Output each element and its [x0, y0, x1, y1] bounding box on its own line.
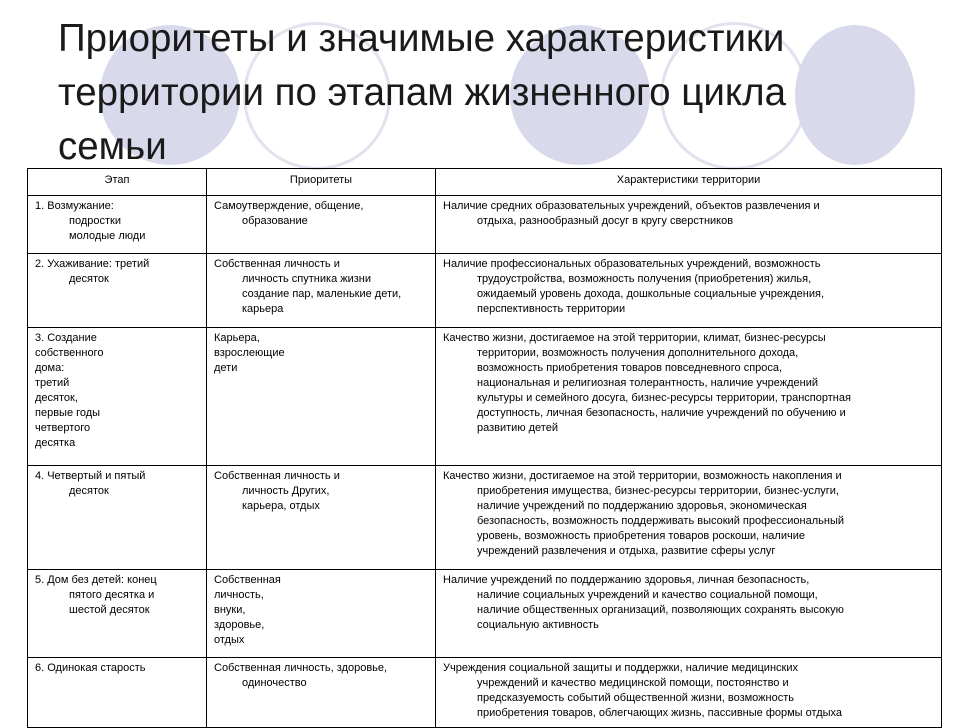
stage-cell [28, 328, 207, 466]
characteristics-text: Наличие средних образовательных учреждений, объектов развлечения и отдыха, разнообразный досуг в кругу сверстников [443, 200, 820, 227]
stage-text: 1. Возмужание: подростки молодые люди [35, 200, 146, 242]
priorities-text: Собственная личность, здоровье, одиночество [214, 662, 388, 689]
column-header-priorities: Приоритеты [207, 169, 436, 196]
stage-text: 4. Четвертый и пятый десяток [35, 470, 146, 497]
priorities-cell [207, 328, 436, 466]
priorities-text: Собственная личность и личность спутника жизни создание пар, маленькие дети, карьера [214, 258, 402, 315]
stage-text: 6. Одинокая старость [35, 662, 146, 674]
table-row [28, 466, 942, 570]
characteristics-text: Наличие профессиональных образовательных учреждений, возможность трудоустройства, возможность получения (приобретения) жилья, ожидаемый уровень дохода, дошкольные социальные учреждения, перспективность территории [443, 258, 824, 315]
stage-cell [28, 254, 207, 328]
lifecycle-table [27, 168, 942, 728]
priorities-cell [207, 196, 436, 254]
priorities-text: Собственная личность, внуки, здоровье, отдых [214, 574, 281, 646]
stage-text: 5. Дом без детей: конец пятого десятка и шестой десяток [35, 574, 157, 616]
characteristics-cell [436, 196, 942, 254]
priorities-cell [207, 570, 436, 658]
stage-cell [28, 570, 207, 658]
column-header-stage: Этап [28, 169, 207, 196]
characteristics-cell [436, 328, 942, 466]
characteristics-cell [436, 570, 942, 658]
priorities-text: Собственная личность и личность Других, карьера, отдых [214, 470, 340, 512]
priorities-text: Самоутверждение, общение, образование [214, 200, 364, 227]
priorities-text: Карьера, взрослеющие дети [214, 332, 285, 374]
table-row [28, 254, 942, 328]
priorities-cell [207, 658, 436, 728]
stage-cell [28, 466, 207, 570]
stage-text: 2. Ухаживание: третий десяток [35, 258, 150, 285]
stage-text: 3. Создание собственного дома: третий десяток, первые годы четвертого десятка [35, 332, 104, 449]
characteristics-text: Качество жизни, достигаемое на этой территории, возможность накопления и приобретения имущества, бизнес-ресурсы территории, бизнес-услуги, наличие учреждений по поддержанию здоровья, экономическая безопасность, возможность поддерживать высокий профессиональный уровень, возможность приобретения товаров роскоши, наличие учреждений развлечения и отдыха, развитие сферы услуг [443, 470, 844, 557]
characteristics-cell [436, 254, 942, 328]
stage-cell [28, 196, 207, 254]
table-row [28, 570, 942, 658]
characteristics-text: Наличие учреждений по поддержанию здоровья, личная безопасность, наличие социальных учреждений и качество социальной помощи, наличие общественных организаций, позволяющих сохранять высокую социальную активность [443, 574, 844, 631]
priorities-cell [207, 466, 436, 570]
column-header-characteristics: Характеристики территории [436, 169, 942, 196]
table-row [28, 658, 942, 728]
stage-cell [28, 658, 207, 728]
characteristics-text: Качество жизни, достигаемое на этой территории, климат, бизнес-ресурсы территории, возможность получения дополнительного дохода, возможность приобретения товаров повседневного спроса, национальная и религиозная толерантность, наличие учреждений культуры и семейного досуга, бизнес-ресурсы территории, транспортная доступность, личная безопасность, наличие учреждений по обучению и развитию детей [443, 332, 851, 434]
characteristics-cell [436, 658, 942, 728]
table-row [28, 328, 942, 466]
characteristics-cell [436, 466, 942, 570]
slide-title: Приоритеты и значимые характеристики территории по этапам жизненного цикла семьи [58, 17, 787, 168]
table-row [28, 196, 942, 254]
table-header-row [28, 169, 942, 196]
characteristics-text: Учреждения социальной защиты и поддержки, наличие медицинских учреждений и качество медицинской помощи, постоянство и предсказуемость событий общественной жизни, возможность приобретения товаров, облегчающих жизнь, пассивные формы отдыха [443, 662, 843, 719]
priorities-cell [207, 254, 436, 328]
